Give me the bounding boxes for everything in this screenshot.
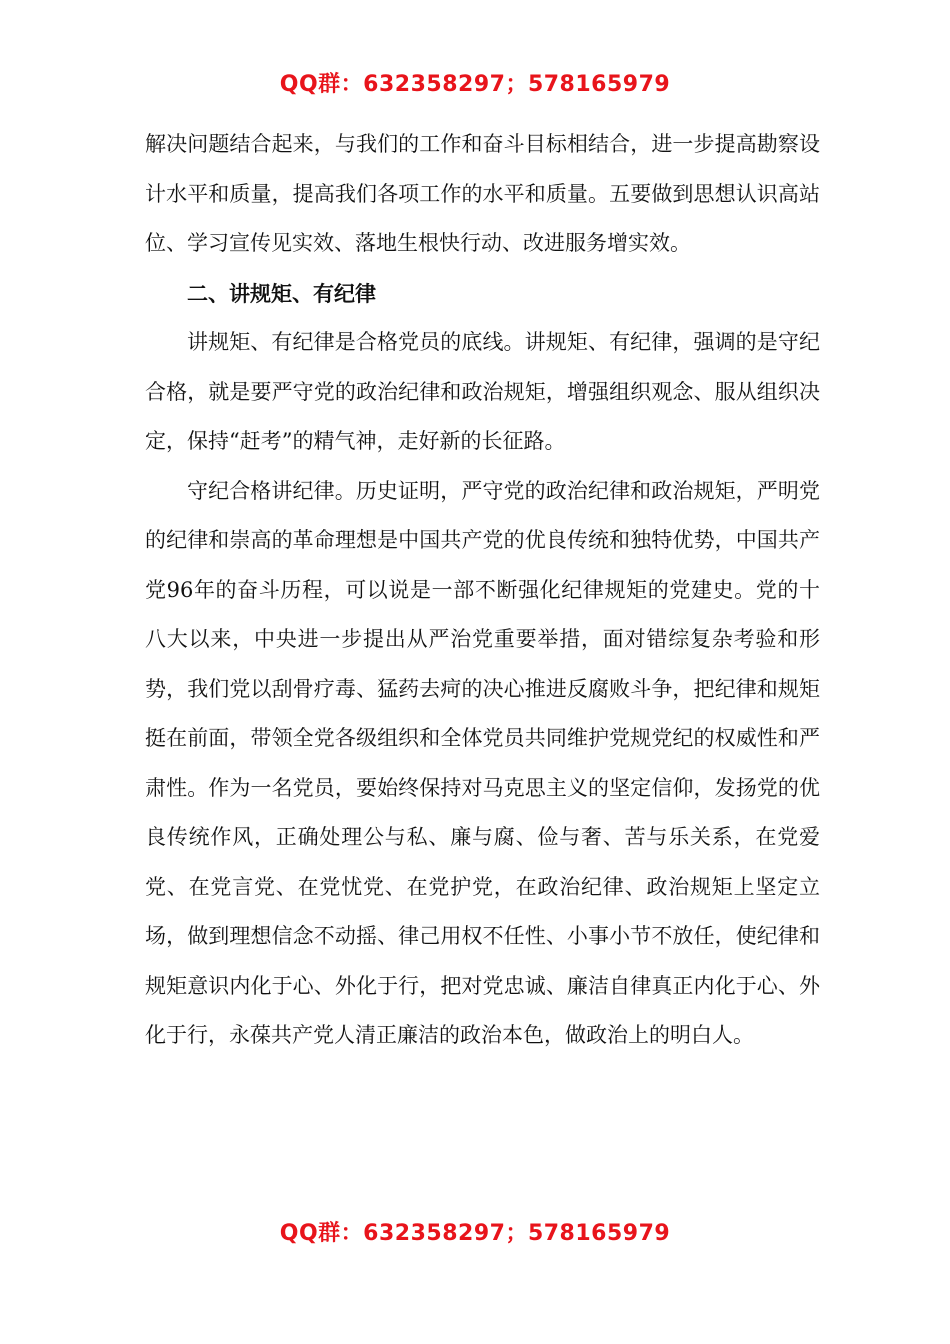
paragraph-intro: 讲规矩、有纪律是合格党员的底线。讲规矩、有纪律，强调的是守纪合格，就是要严守党的政治纪律和政治规矩，增强组织观念、服从组织决定，保持“赶考”的精气神，走好新的长征路。 <box>145 330 820 453</box>
document-body <box>145 120 820 1061</box>
paragraph-continuation: 解决问题结合起来，与我们的工作和奋斗目标相结合，进一步提高勘察设计水平和质量，提高我们各项工作的水平和质量。五要做到思想认识高站位、学习宣传见实效、落地生根快行动、改进服务增实效。 <box>145 132 820 255</box>
header-watermark: QQ群：632358297；578165979 <box>279 72 671 97</box>
paragraph-discipline: 守纪合格讲纪律。历史证明，严守党的政治纪律和政治规矩，严明党的纪律和崇高的革命理想是中国共产党的优良传统和独特优势，中国共产党96年的奋斗历程，可以说是一部不断强化纪律规矩的党建史。党的十八大以来，中央进一步提出从严治党重要举措，面对错综复杂考验和形势，我们党以刮骨疗毒、猛药去疴的决心推进反腐败斗争，把纪律和规矩挺在前面，带领全党各级组织和全体党员共同维护党规党纪的权威性和严肃性。作为一名党员，要始终保持对马克思主义的坚定信仰，发扬党的优良传统作风，正确处理公与私、廉与腐、俭与奢、苦与乐关系，在党爱党、在党言党、在党忧党、在党护党，在政治纪律、政治规矩上坚定立场，做到理想信念不动摇、律己用权不任性、小事小节不放任，使纪律和规矩意识内化于心、外化于行，把对党忠诚、廉洁自律真正内化于心、外化于行，永葆共产党人清正廉洁的政治本色，做政治上的明白人。 <box>145 478 820 1047</box>
footer-watermark: QQ群：632358297；578165979 <box>279 1221 671 1246</box>
section-heading: 二、讲规矩、有纪律 <box>187 280 376 306</box>
